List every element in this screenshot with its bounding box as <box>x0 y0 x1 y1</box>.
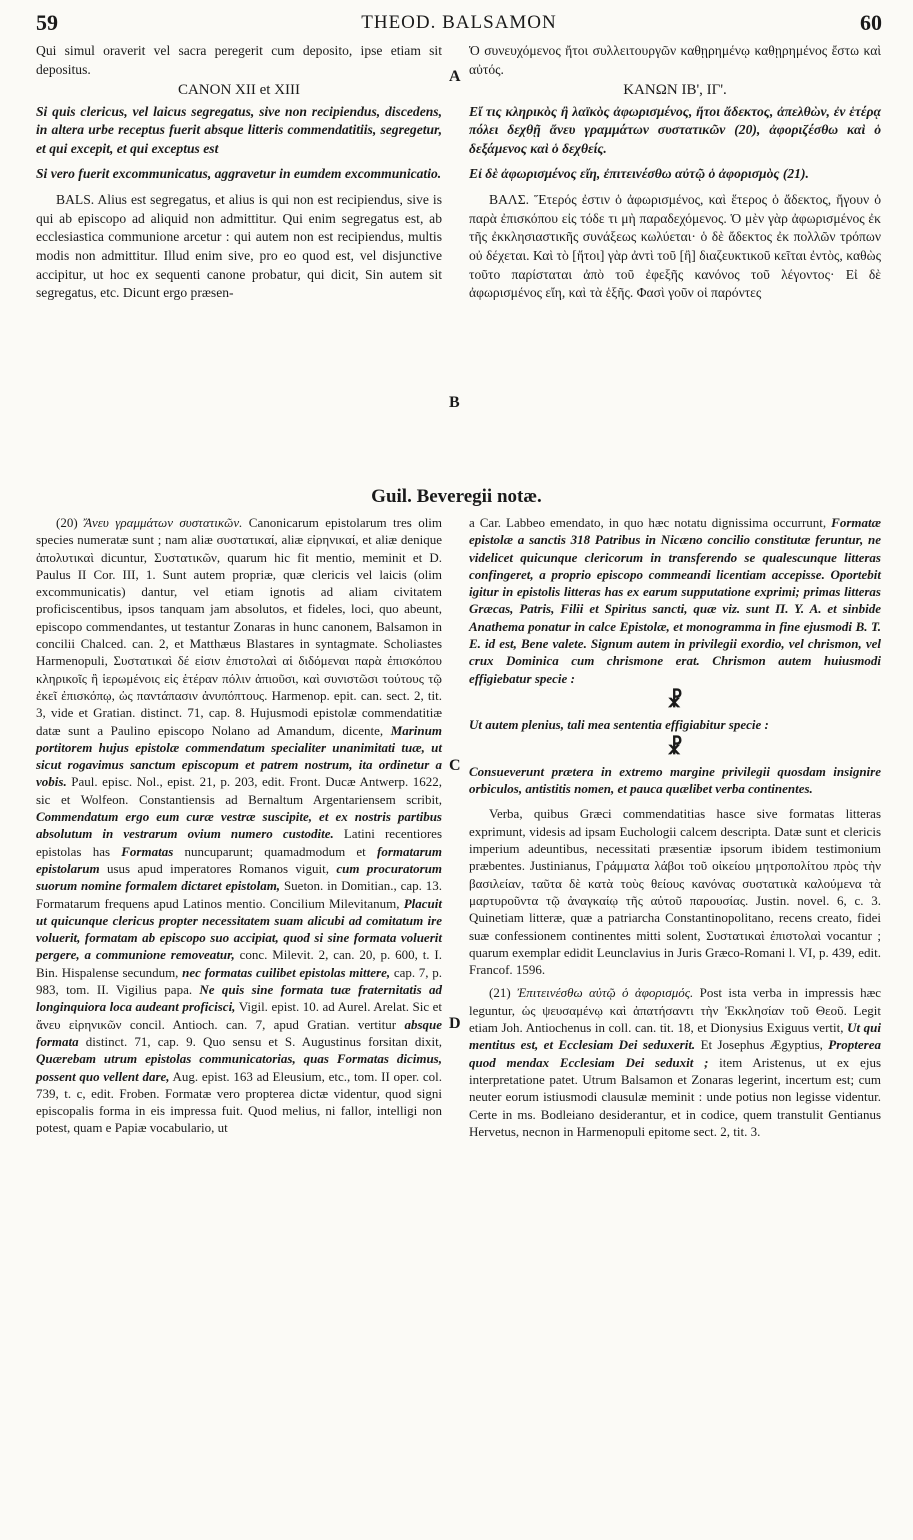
latin-comm-label: BALS. <box>56 192 95 208</box>
page-number-left: 59 <box>36 10 58 35</box>
note-21-label: (21) <box>489 985 511 1001</box>
notes-heading: Guil. Beveregii notæ. <box>371 486 542 507</box>
margin-mark-b: B <box>449 394 460 411</box>
note-20: (20) Ἄνευ γραμμάτων συστατικῶν. Canonicarum epistolarum tres olim species numeratæ sunt ; nam aliæ συστατικαί, aliæ εἰρηνικαί, et aliæ denique ἀπολυτικαὶ dicuntur, Συστατικῶν, quarum hic fit mentio, meminit et D. Paulus II Cor. III, 1. Sunt autem propriæ, quæ clericis vel laicis (olim excommunicatis) dantur, vel etiam ignotis ad aliam civitatem proficiscentibus, ipsos tanquam jam absolutos, et fideles, loci, quo abeunt, episcopo commendantes, ut testantur Zonaras in hunc canonem, Balsamon in concilii Chalced. can. 2, et Matthæus Blastares in syntagmate. Scholiastes Harmenopuli, Συστατικαὶ δέ εἰσιν ἐπιστολαὶ αἱ διδόμεναι παρὰ ἐπισκόπου κληρικοῖς ἢ ἱερωμένοις εἰς ἑτέραν πόλιν ἀπιοῦσι, καὶ συνιστῶσι τούτους τῷ ἐκεῖ ἐπισκόπῳ, ὡς παντάπασιν ἀνυπόπτους. Harmenop. epit. can. sect. 2, tit. 3, vide et Gratian. distinct. 71, cap. 8. Hujusmodi epistolæ commendatitiæ datæ sunt a Paulino episcopo Nolano ad Amandum, dicente, Marinum portitorem hujus epistolæ commendatum specialiter unanimitati tuæ, ut sicut rogavimus sanctum episcopum et patrem nostrum, ita ordinetur a vobis. Paul. episc. Nol., epist. 21, p. 203, edit. Front. Ducæ Antwerp. 1622, sic et Wolfeon. Constantiensis ad Bernaltum Argentariensem scribit, Commendatum ergo eum curæ vestræ suscipite, et ex nostris partibus absolutum in vestrarum ovium numero custodite. Latini recentiores epistolas has Formatas nuncuparunt; quamadmodum et formatarum epistolarum usus apud imperatores Romanos viguit, cum procuratorum suorum nomine formalem dictaret epistolam, Sueton. in Domitian., cap. 13. Formatarum frequens apud Latinos mentio. Concilium Milevitanum, Placuit ut quicunque clericus propter necessitatem suam alicubi ad comitatum ire voluerit, formatam ab episcopo suo accipiat, quod si sine formata voluerit pergere, a communione removeatur, conc. Milevit. 2, can. 20, p. 600, t. I. Bin. Hispalense secundum, nec formatas cuilibet epistolas mittere, cap. 7, p. 983, tom. II. Vigilius papa. Ne quis sine formata tuæ fraternitatis ad longinquiora loca audeant proficisci, Vigil. epist. 10. ad Aurel. Arelat. Sic et ἄνευ εἰρηνικῶν concil. Antioch. can. 7, apud Gratian. vertitur absque formata distinct. 71, cap. 9. Quo sensu et S. Augustinus forsitan dixit, Quærebam utrum epistolas communicatorias, quas Formatas dicimus, possent quo vellent dare, Aug. epist. 163 ad Eleusium, etc., tom. II oper. col. 739, t. c, edit. Froben. Formatæ vero propterea dictæ videntur, quod signi episcopalis forma in eis impressa fuit. Quod melius, ni fallor, intelligi non potest, quam e Papiæ vocabulario, ut <box>36 515 443 1136</box>
page-number-right: 60 <box>860 10 882 35</box>
margin-mark-d: D <box>449 1015 461 1032</box>
note-right-p2: Ut autem plenius, tali mea sententia effigiabitur specie : <box>469 717 769 733</box>
greek-commentary <box>469 191 881 303</box>
greek-canon-text-2: Εἰ δὲ ἀφωρισμένος εἴη, ἐπιτεινέσθω αὐτῷ ὁ ἀφορισμὸς (21). <box>469 165 809 181</box>
note-21: (21) Ἐπιτεινέσθω αὐτῷ ὁ ἀφορισμός. Post ista verba in impressis hæc leguntur, ὡς ψευσαμένῳ καὶ ἀπατήσαντι τὴν Ἐκκλησίαν τοῦ Θεοῦ. Legit etiam Joh. Antiochenus in coll. can. tit. 18, et Dionysius Exiguus vertit, Ut qui mentitus est, et Ecclesiam Dei seduxerit. Et Josephus Ægyptius, Propterea quod mendax Ecclesiam Dei seduxit ; item Aristenus, ut ex ejus interpretatione patet. Utrum Balsamon et Zonaras legerint, incertum est; cum neuter eorum istiusmodi clausulæ meminit : unde potius non legisse videntur. Certe in ms. Bodleiano desiderantur, et in codice, quem transtulit Gentianus Hervetus, necnon in Harmenopuli epitome sect. 2, tit. 3. <box>469 985 882 1139</box>
note-right-p3: Consueverunt prætera in extremo margine privilegii quosdam insignire orbiculos, antistitis nomen, et pauca quælibet verba continentes. <box>469 763 881 797</box>
notes-left-column <box>36 514 442 1137</box>
margin-mark-c: C <box>449 757 461 774</box>
chrismon-symbol-1: ☧ <box>667 689 683 712</box>
latin-canon-text-2: Si vero fuerit excommunicatus, aggravetur in eumdem excommunicatio. <box>36 165 442 181</box>
greek-comm-label: ΒΑΛΣ. <box>489 192 530 208</box>
note-21-lemma: Ἐπιτεινέσθω αὐτῷ ὁ ἀφορισμός. <box>517 985 694 1001</box>
greek-canon-text-1: Εἴ τις κληρικὸς ἢ λαϊκὸς ἀφωρισμένος, ἤτοι ἄδεκτος, ἀπελθὼν, ἐν ἑτέρᾳ πόλει δεχθῇ ἄνευ γραμμάτων συστατικῶν (20), ἀφοριζέσθω καὶ ὁ δεξάμενος καὶ ὁ δεχθείς. <box>469 103 881 156</box>
latin-column <box>36 42 442 303</box>
greek-column <box>469 42 881 303</box>
latin-canon-heading: CANON XII et XIII <box>177 82 301 99</box>
latin-comm-text: Alius est segregatus, et alius is qui non est recipiendus, sive is qui ab episcopo ad aliquid non admittitur. Qui enim segregatus est, ab ecclesiastica communione arcetur : qui autem non est recipiendus, multis modis non admittitur. Illud enim sive, pro eo quod est, vel disjunctive accipitur, ut hoc ex sequenti canone probatur, qui dicit, Sin autem sit segregatus, etc. Dicunt ergo præsen- <box>36 192 442 301</box>
note-right-p4: Verba, quibus Græci commendatitias hasce sive formatas litteras exprimunt, videsis ad ipsam Euchologii calcem descripta. Datæ sunt et clericis imperium adeuntibus, necessitati præsentiæ ipsorum ibidem testimonium præbentes. Justinianus, Γράμματα λάβοι τοῦ οἰκείου μητροπολίτου πρὸς τὴν βασιλείαν, ταῦτα δὲ κατὰ τοὺς θείους κανόνας συστατικὰ καλούμενα τὰ μαρτυροῦντα τῷ ἀναγκαίῳ τῆς αὐτοῦ παρουσίας. Justin. novel. 6, c. 3. Quinetiam litteræ, quæ a patriarcha Constantinopolitano, recens creato, fidei suæ confessionem continentes mitti solent, Συστατικαὶ ἐπιστολαὶ vocantur ; quarum exemplar edidit Leunclavius in Juris Græco-Romani l. VI, p. 439, edit. Francof. 1596. <box>469 806 881 978</box>
margin-mark-a: A <box>449 68 461 85</box>
page-header <box>36 10 882 38</box>
note-20-text: Canonicarum epistolarum tres olim species numeratæ sunt ; nam aliæ συστατικαί, aliæ εἰρηνικαί, et aliæ denique ἀπολυτικαὶ dicuntur, Συστατικῶν, quarum hic fit mentio, meminit et D. Paulus II Cor. III, 1. Sunt autem propriæ, quæ clericis vel laicis (olim excommunicatis) dantur, vel etiam ignotis ad aliam civitatem proficiscentibus, ipsos tanquam jam absolutos, et fideles, loci, quo abeunt, episcopo commendantes, ut testantur Zonaras in hunc canonem, Balsamon in concilii Chalced. can. 2, et Matthæus Blastares in syntagmate. Scholiastes Harmenopuli, Συστατικαὶ δέ εἰσιν ἐπιστολαὶ αἱ διδόμεναι παρὰ ἐπισκόπου κληρικοῖς ἢ ἱερωμένοις εἰς ἑτέραν πόλιν ἀπιοῦσι, καὶ συνιστῶσι τούτους τῷ ἐκεῖ ἐπισκόπῳ, ὡς παντάπασιν ἀνυπόπτους. Harmenop. epit. can. sect. 2, tit. 3, vide et Gratian. distinct. 71, cap. 8. Hujusmodi epistolæ commendatitiæ datæ sunt a Paulino episcopo Nolano ad Amandum, dicente, <box>36 515 443 738</box>
latin-lead: Qui simul oraverit vel sacra peregerit cum deposito, ipse etiam sit depositus. <box>36 43 442 77</box>
greek-canon-heading: ΚΑΝΩΝ ΙΒ', ΙΓ'. <box>623 82 727 99</box>
greek-lead: Ὁ συνευχόμενος ἤτοι συλλειτουργῶν καθῃρημένῳ καθῃρημένος ἔστω καὶ αὐτός. <box>469 43 881 77</box>
greek-comm-text: Ἕτερός ἐστιν ὁ ἀφωρισμένος, καὶ ἕτερος ὁ ἄδεκτος, ἤγουν ὁ παρὰ ἐπισκόπου εἰς τόδε τι μὴ παραδεχόμενος. Ὁ μὲν γὰρ ἀφωρισμένος ἐκ τῆς ἐκκλησιαστικῆς συνάξεως κωλύεται· ὁ δὲ ἄδεκτος ἐκ πολλῶν τρόπων οὐ δέχεται. Καὶ τὸ [ἤτοι] γὰρ ἀντὶ τοῦ [ἢ] διαζευκτικοῦ κεῖται ἐντὸς, καθὼς τοῦτο παρίσταται ἀπὸ τοῦ ἐφεξῆς κανόνος τοῦ λέγοντος· Εἰ δὲ ἀφωρισμένος εἴη, καὶ τὰ ἑξῆς. Φασὶ γοῦν οἱ παρόντες <box>469 192 881 301</box>
latin-canon-text-1: Si quis clericus, vel laicus segregatus, sive non recipiendus, discedens, in altera urbe receptus fuerit absque litteris commendatitiis, segregetur, et qui excepit, et qui exceptus est <box>36 103 442 156</box>
running-title: THEOD. BALSAMON <box>361 12 557 33</box>
chrismon-symbol-2: ☧ <box>667 736 683 759</box>
note-right-p1: a Car. Labbeo emendato, in quo hæc notatu dignissima occurrunt, Formatæ epistolæ a sanctis 318 Patribus in Nicæno concilio constitutæ feruntur, ne videlicet quicunque clericorum in transferendo se qualescunque litteras confingeret, a proprio episcopo commeandi licentiam accepisse. Oportebit igitur in epistolis litteras has ex earum supputatione exprimi; primas litteras Græcas, Patris, Filii et Spiritus sancti, quæ viz. sunt Π. Υ. Α. et sinbide Anathema ponatur in calce Epistolæ, et monogramma in fine ejusmodi B. T. E. id est, Bene valete. Signum autem in privilegii exordio, vel chrismon, vel crux Dominica cum chrismone erat. Chrismon autem huiusmodi effigiebatur specie : <box>469 515 882 686</box>
notes-right-column <box>469 514 881 1140</box>
note-20-lemma: Ἄνευ γραμμάτων συστατικῶν. <box>84 515 243 530</box>
note-20-label: (20) <box>56 515 78 530</box>
latin-commentary <box>36 191 442 303</box>
